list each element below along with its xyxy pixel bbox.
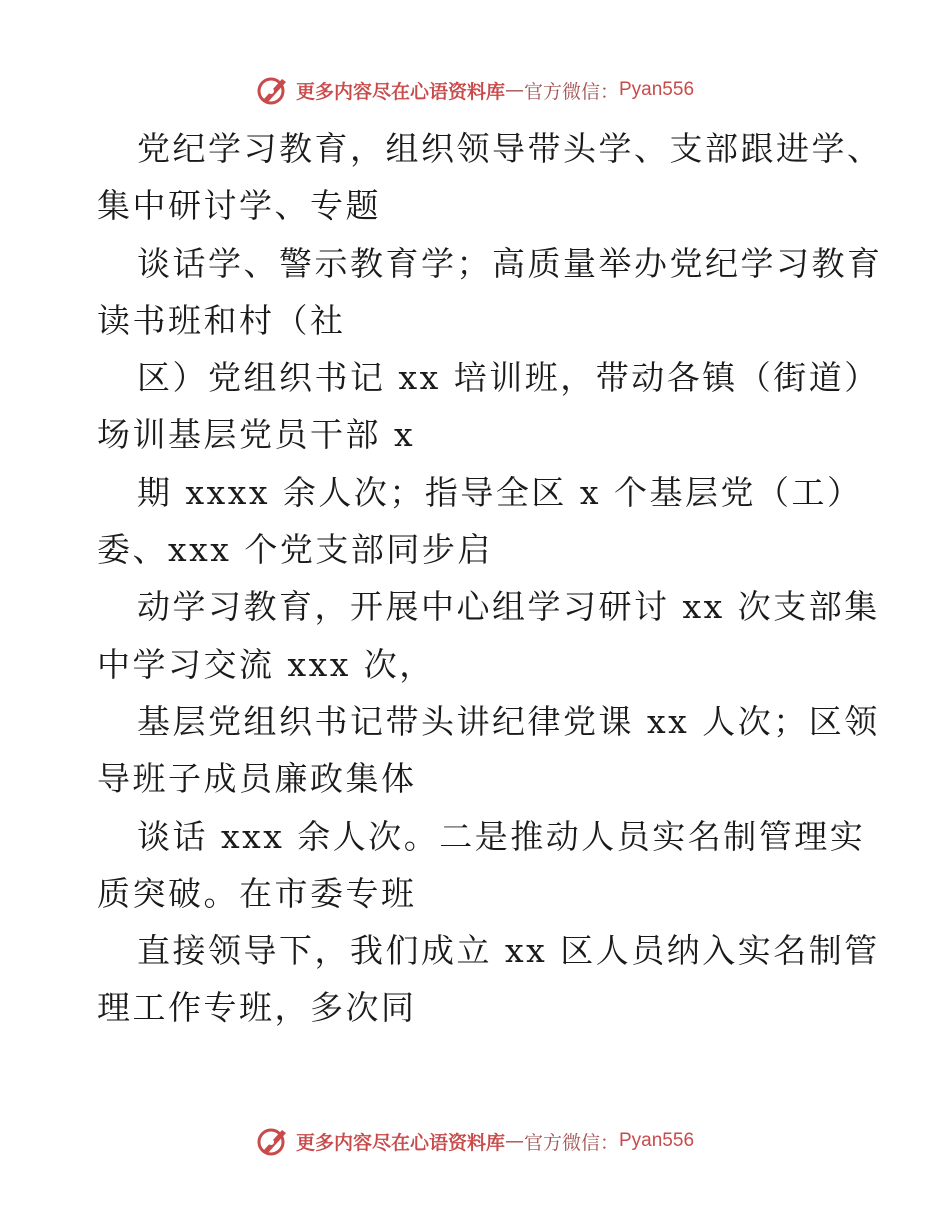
- text-line: 委、xxx 个党支部同步启: [97, 530, 493, 570]
- text-line: 期 xxxx 余人次；指导全区 x 个基层党（工）: [137, 472, 863, 512]
- text-line: 动学习教育，开展中心组学习研讨 xx 次支部集: [137, 587, 880, 627]
- text-line: 理工作专班，多次同: [97, 988, 417, 1028]
- text-line: 直接领导下，我们成立 xx 区人员纳入实名制管: [137, 931, 880, 971]
- text-line: 中学习交流 xxx 次，: [97, 644, 435, 684]
- text-line: 场训基层党员干部 x: [97, 415, 416, 455]
- text-line: 导班子成员廉政集体: [97, 759, 417, 799]
- watermark-official-text: 官方微信：: [523, 1131, 619, 1154]
- watermark-dash: —: [504, 1130, 524, 1152]
- watermark-main-text: 更多内容尽在心语资料库: [295, 1131, 505, 1154]
- watermark-official-text: 官方微信：: [523, 80, 619, 103]
- watermark-id: Pyan556: [619, 1130, 695, 1151]
- document-body: [97, 120, 883, 1037]
- watermark-id: Pyan556: [619, 79, 695, 100]
- header-watermark: [0, 70, 950, 110]
- text-line: 谈话 xxx 余人次。二是推动人员实名制管理实: [137, 816, 866, 856]
- text-line: 基层党组织书记带头讲纪律党课 xx 人次；区领: [137, 701, 880, 741]
- text-line: 集中研讨学、专题: [97, 186, 381, 226]
- text-line: 质突破。在市委专班: [97, 873, 417, 913]
- footer-watermark: [0, 1121, 950, 1161]
- watermark-dash: —: [504, 79, 524, 101]
- text-line: 区）党组织书记 xx 培训班，带动各镇（街道）: [137, 358, 880, 398]
- watermark-main-text: 更多内容尽在心语资料库: [295, 80, 505, 103]
- text-line: 党纪学习教育，组织领导带头学、支部跟进学、: [137, 129, 883, 168]
- text-line: 谈话学、警示教育学；高质量举办党纪学习教育: [137, 243, 883, 283]
- pen-logo-icon: [256, 1124, 290, 1158]
- text-line: 读书班和村（社: [97, 300, 346, 340]
- pen-logo-icon: [256, 73, 290, 107]
